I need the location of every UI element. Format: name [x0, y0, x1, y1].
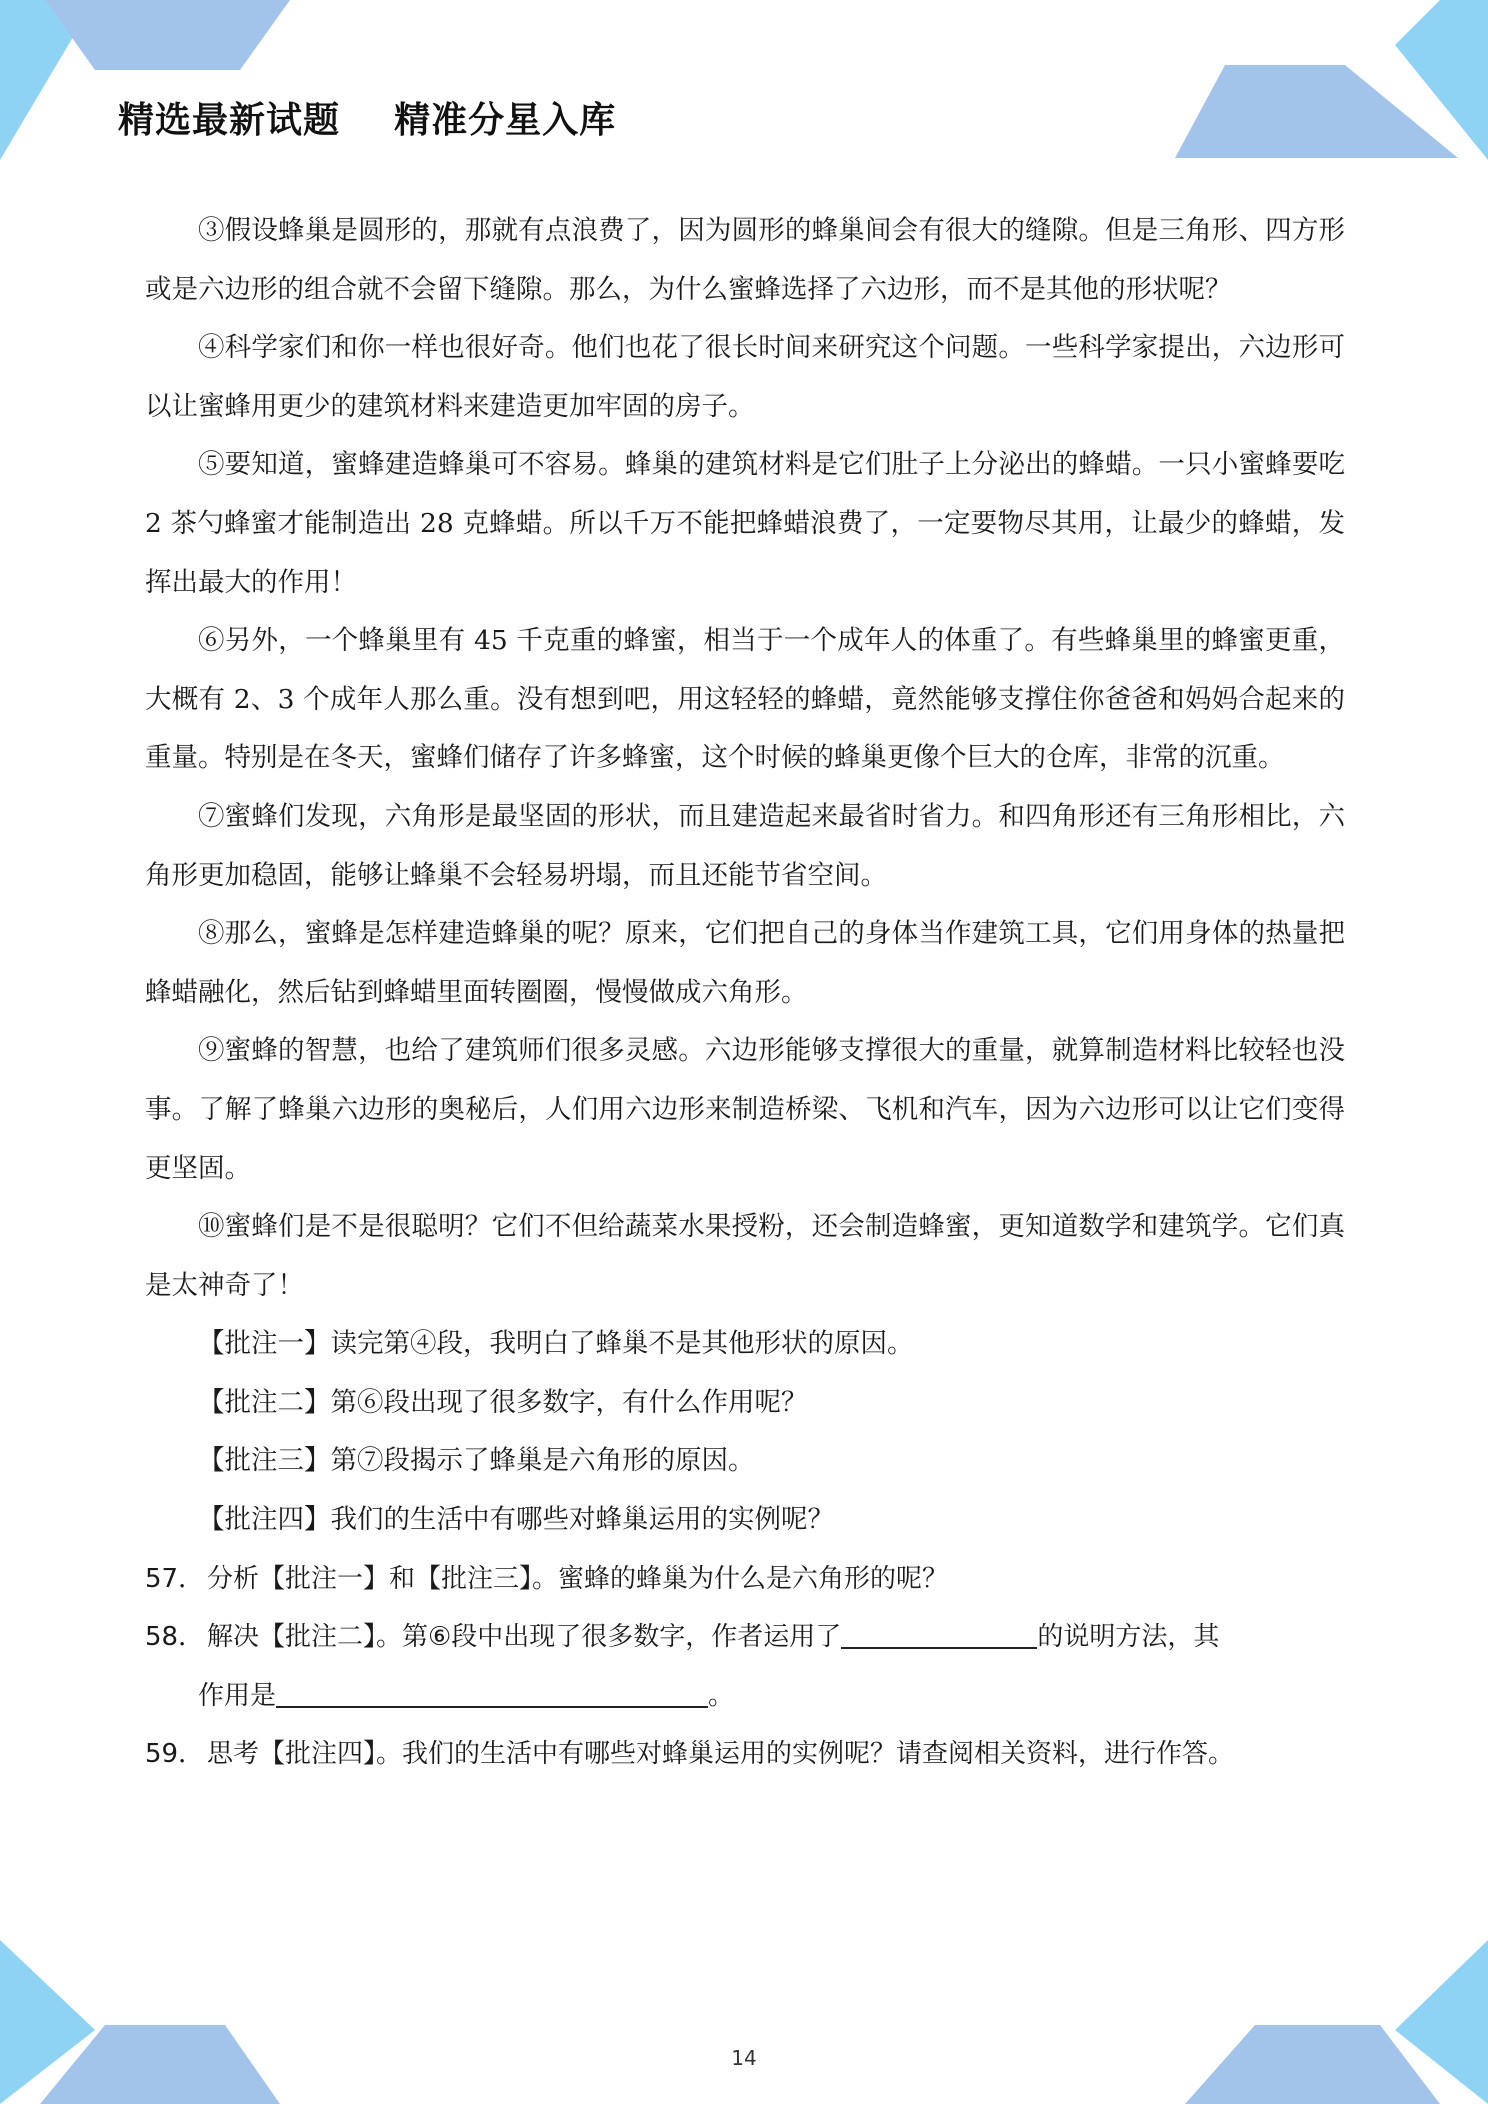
paragraph-9: ⑨蜜蜂的智慧，也给了建筑师们很多灵感。六边形能够支撑很大的重量，就算制造材料比较轻也没事。了解了蜂巢六边形的奥秘后，人们用六边形来制造桥梁、飞机和汽车，因为六边形可以让它们变得更坚固。: [145, 1035, 1345, 1184]
paragraph-4: ④科学家们和你一样也很好奇。他们也花了很长时间来研究这个问题。一些科学家提出，六边形可以让蜜蜂用更少的建筑材料来建造更加牢固的房子。: [145, 332, 1345, 422]
question-58: [145, 1608, 1345, 1667]
question-58-continued: [145, 1667, 1345, 1726]
answer-blank-function[interactable]: [276, 1672, 708, 1708]
page-number: 14: [731, 2046, 757, 2070]
question-number: 58．: [145, 1622, 205, 1653]
top-left-trapezoid: [45, 0, 290, 70]
question-text-function-label: 作用是: [198, 1680, 277, 1711]
question-59: [145, 1725, 1345, 1784]
question-text-after-blank: 的说明方法，其: [1037, 1622, 1220, 1653]
question-text: 分析【批注一】和【批注三】。蜜蜂的蜂巢为什么是六角形的呢？: [207, 1563, 949, 1594]
annotation-2: 【批注二】第⑥段出现了很多数字，有什么作用呢？: [198, 1386, 808, 1418]
header-title: 精选最新试题 精准分星入库: [118, 100, 617, 141]
footer-decoration: [0, 1930, 1488, 2104]
paragraph-7: ⑦蜜蜂们发现，六角形是最坚固的形状，而且建造起来最省时省力。和四角形还有三角形相比，六角形更加稳固，能够让蜂巢不会轻易坍塌，而且还能节省空间。: [145, 800, 1345, 891]
question-text-end: 。: [708, 1680, 735, 1711]
annotation-4: 【批注四】我们的生活中有哪些对蜂巢运用的实例呢？: [198, 1504, 834, 1536]
paragraph-10: ⑩蜜蜂们是不是很聪明？它们不但给蔬菜水果授粉，还会制造蜂蜜，更知道数学和建筑学。它们真是太神奇了！: [145, 1211, 1345, 1301]
annotation-1: 【批注一】读完第④段，我明白了蜂巢不是其他形状的原因。: [198, 1328, 914, 1360]
answer-blank-method[interactable]: [841, 1613, 1037, 1649]
question-number: 57．: [145, 1563, 205, 1594]
document-body: [145, 202, 1345, 1784]
question-text: 思考【批注四】。我们的生活中有哪些对蜂巢运用的实例呢？请查阅相关资料，进行作答。: [207, 1739, 1235, 1770]
paragraph-8: ⑧那么，蜜蜂是怎样建造蜂巢的呢？原来，它们把自己的身体当作建筑工具，它们用身体的热量把蜂蜡融化，然后钻到蜂蜡里面转圈圈，慢慢做成六角形。: [145, 918, 1345, 1008]
paragraph-5: ⑤要知道，蜜蜂建造蜂巢可不容易。蜂巢的建筑材料是它们肚子上分泌出的蜂蜡。一只小蜜蜂要吃 2 茶勺蜂蜜才能制造出 28 克蜂蜡。所以千万不能把蜂蜡浪费了，一定要物尽其用，让最少的蜂蜡，发挥出最大的作用！: [145, 449, 1345, 598]
question-57: [145, 1550, 1345, 1609]
question-number: 59．: [145, 1739, 205, 1770]
question-text-before-blank: 解决【批注二】。第⑥段中出现了很多数字，作者运用了: [207, 1622, 842, 1653]
top-right-trapezoid: [1175, 65, 1458, 158]
header-decoration: [0, 0, 1488, 170]
annotation-3: 【批注三】第⑦段揭示了蜂巢是六角形的原因。: [198, 1445, 755, 1477]
paragraph-6: ⑥另外，一个蜂巢里有 45 千克重的蜂蜜，相当于一个成年人的体重了。有些蜂巢里的蜂蜜更重，大概有 2、3 个成年人那么重。没有想到吧，用这轻轻的蜂蜡，竟然能够支撑住你爸爸和妈妈合起来的重量。特别是在冬天，蜜蜂们储存了许多蜂蜜，这个时候的蜂巢更像个巨大的仓库，非常的沉重。: [145, 625, 1345, 774]
paragraph-3: ③假设蜂巢是圆形的，那就有点浪费了，因为圆形的蜂巢间会有很大的缝隙。但是三角形、四方形或是六边形的组合就不会留下缝隙。那么，为什么蜜蜂选择了六边形，而不是其他的形状呢？: [145, 215, 1345, 305]
